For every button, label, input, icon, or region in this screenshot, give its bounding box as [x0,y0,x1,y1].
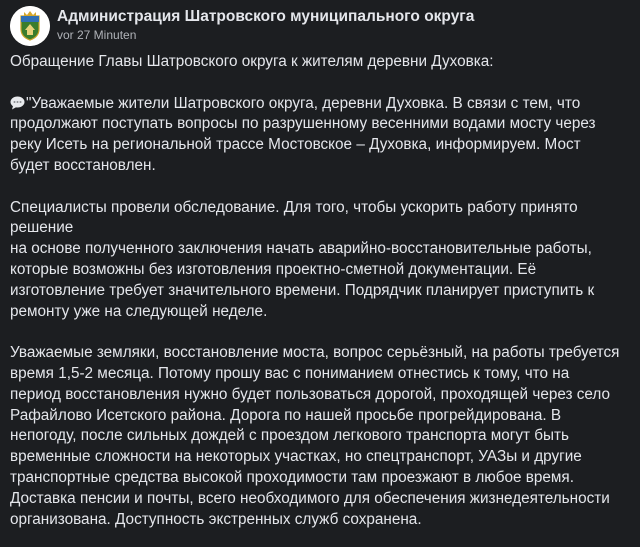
post-body [10,52,630,530]
post-header [10,6,630,46]
paragraph-2-line-6: ремонту уже на следующей неделе. [10,302,268,320]
paragraph-3-line-8: Доставка пенсии и почты, всего необходимого для обеспечения жизнедеятельности [10,489,610,507]
paragraph-3-line-9: организована. Доступность экстренных служб сохранена. [10,510,422,528]
paragraph-2-line-2: решение [10,219,74,237]
speech-bubble-icon [10,96,25,110]
paragraph-3-line-3: период восстановления нужно будет пользоваться дорогой, проходящей через село [10,385,611,403]
paragraph-1-line-4: будет восстановлен. [10,156,156,174]
paragraph-3-line-1: Уважаемые земляки, восстановление моста, вопрос серьёзный, на работы требуется [10,344,620,362]
post-paragraph-2 [10,198,630,323]
paragraph-3-line-2: время 1,5-2 месяца. Потому прошу вас с пониманием отнестись к тому, что на [10,364,570,382]
post-author-name[interactable]: Администрация Шатровского муниципального округа [57,8,475,25]
post-timestamp[interactable]: vor 27 Minuten [57,28,137,42]
post-intro: Обращение Главы Шатровского округа к жителям деревни Духовка: [10,53,494,70]
paragraph-3-line-7: транспортные средства высокой проходимости там проезжают в любое время. [10,468,574,486]
paragraph-1-line-2: продолжают поступать вопросы по разрушенному весенними водами мосту через [10,115,596,133]
avatar[interactable] [10,6,50,46]
municipal-coat-of-arms-icon [10,6,50,46]
paragraph-3-line-6: временные сложности на некоторых участках, но спецтранспорт, УАЗы и другие [10,448,582,466]
paragraph-2-line-3: на основе полученного заключения начать аварийно-восстановительные работы, [10,240,592,258]
post-paragraph-3 [10,343,630,530]
paragraph-1-line-3: реку Исеть на региональной трассе Мостовское – Духовка, информируем. Мост [10,136,581,154]
paragraph-3-line-5: непогоду, после сильных дождей с проездом легкового транспорта могут быть [10,427,569,445]
paragraph-2-line-1: Специалисты провели обследование. Для того, чтобы ускорить работу принято [10,198,578,216]
paragraph-3-line-4: Рафайлово Исетского района. Дорога по нашей просьбе прогрейдирована. В [10,406,562,424]
post-paragraph-1 [10,94,630,177]
paragraph-1-line-1 [10,94,630,115]
paragraph-2-line-4: которые возможны без изготовления проектно-сметной документации. Её [10,260,537,278]
paragraph-1-line-1-text: "Уважаемые жители Шатровского округа, деревни Духовка. В связи с тем, что [26,94,581,112]
paragraph-2-line-5: изготовление требует значительного времени. Подрядчик планирует приступить к [10,281,595,299]
